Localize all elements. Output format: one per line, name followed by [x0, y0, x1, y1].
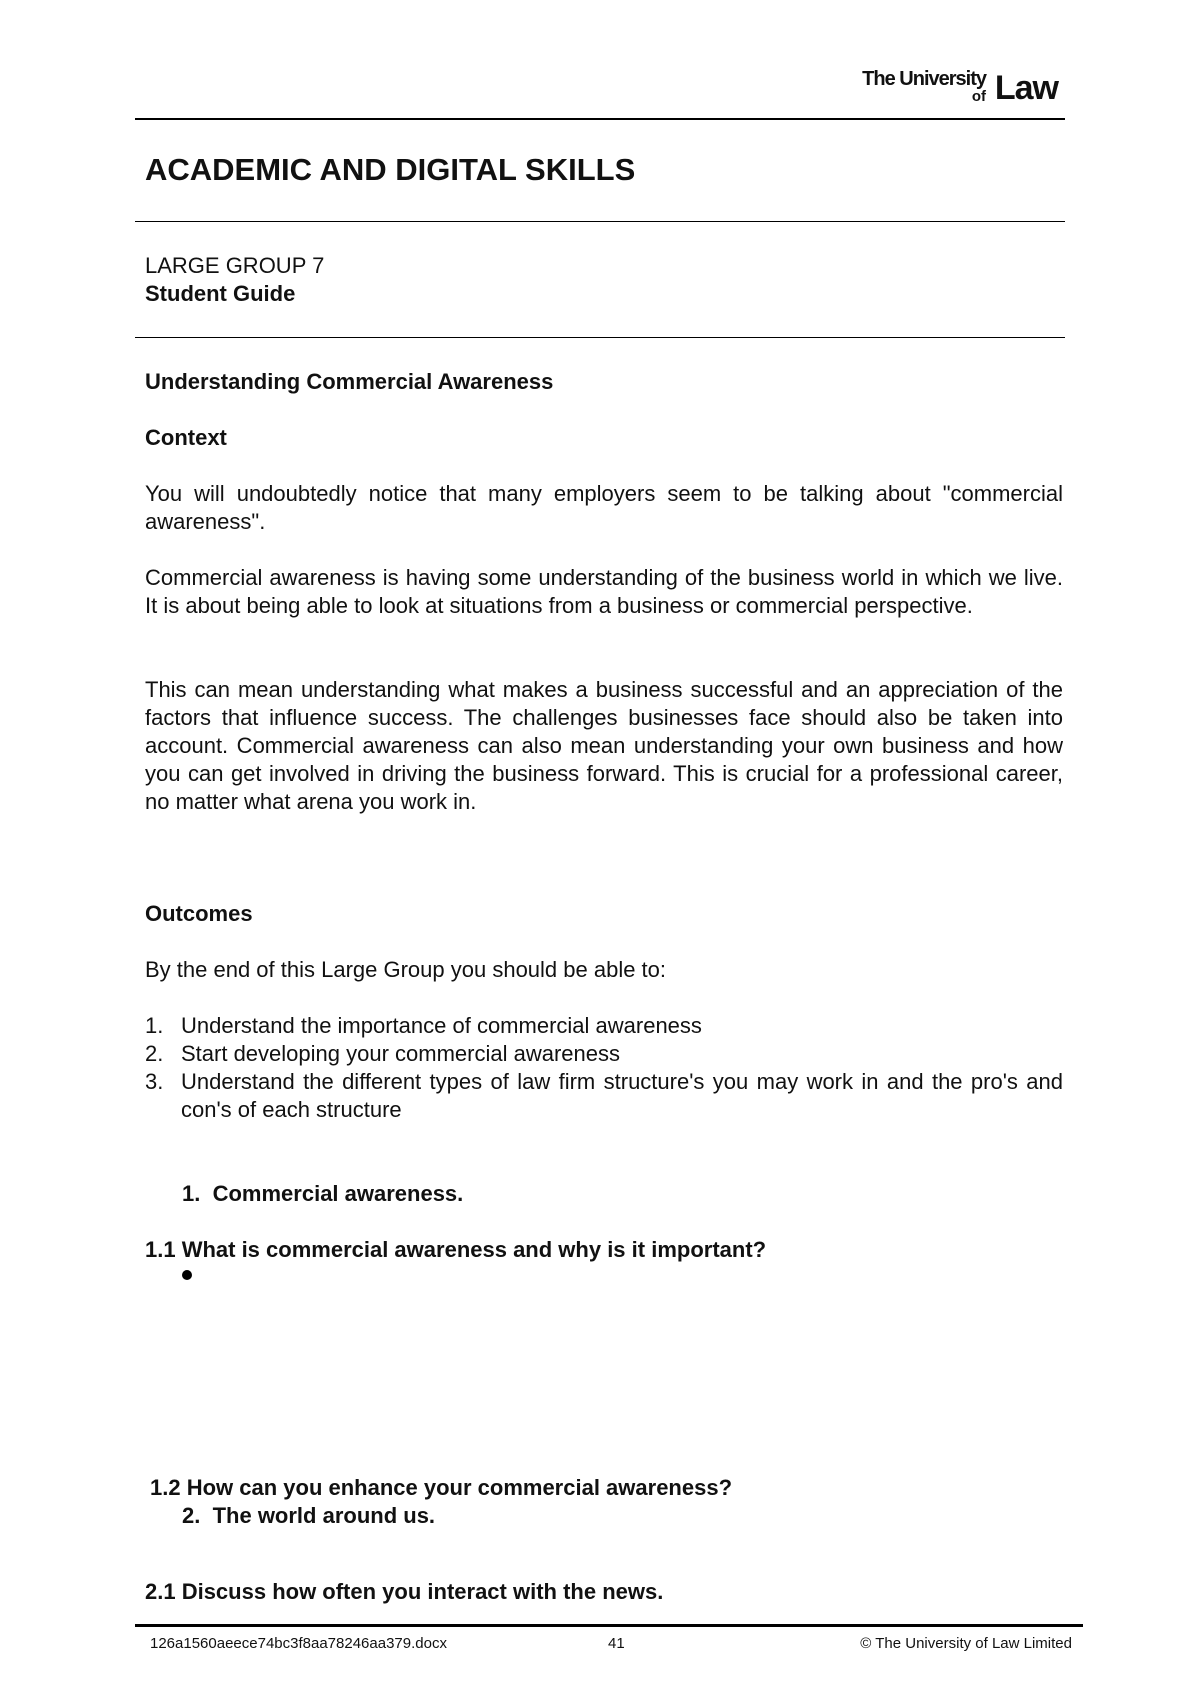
- outcomes-heading: Outcomes: [145, 901, 253, 926]
- header-rule: [135, 118, 1065, 120]
- university-logo: [848, 64, 1058, 108]
- question-2-1: 2.1 Discuss how often you interact with the news.: [145, 1579, 664, 1604]
- footer-copyright: © The University of Law Limited: [860, 1635, 1072, 1652]
- group-label: LARGE GROUP 7: [145, 253, 325, 278]
- list-item-text: Understand the different types of law firm structure's you may work in and the pro's and con's of each structure: [181, 1069, 1063, 1122]
- question-1-2: 1.2 How can you enhance your commercial awareness?: [150, 1475, 733, 1500]
- section-2-title: The world around us.: [212, 1503, 436, 1528]
- list-item-number: 3.: [145, 1069, 164, 1094]
- paragraph-3: This can mean understanding what makes a business successful and an appreciation of the factors that influence success. The challenges businesses face should also be taken into account. Commercial awareness can also mean understanding your own business and how you can get involved in driving the business forward. This is crucial for a professional career, no matter what arena you work in.: [145, 677, 1063, 814]
- logo-line-2: of: [971, 88, 986, 105]
- divider-1: [135, 221, 1065, 222]
- context-heading: Context: [145, 425, 227, 450]
- guide-label: Student Guide: [145, 281, 296, 306]
- footer-page-number: 41: [608, 1635, 625, 1652]
- logo-line-3: Law: [994, 69, 1058, 107]
- bullet-point: [182, 1270, 192, 1280]
- footer-filename: 126a1560aeece74bc3f8aa78246aa379.docx: [150, 1635, 447, 1652]
- list-item-text: Understand the importance of commercial awareness: [181, 1013, 702, 1038]
- section-2-heading: [182, 1502, 982, 1530]
- list-item-number: 2.: [145, 1041, 164, 1066]
- section-1-number: 1.: [182, 1181, 201, 1206]
- footer-rule: [135, 1624, 1083, 1627]
- logo-line-1: The University: [862, 68, 986, 90]
- list-item-number: 1.: [145, 1013, 164, 1038]
- outcomes-intro: By the end of this Large Group you should be able to:: [145, 957, 667, 982]
- paragraph-1: You will undoubtedly notice that many employers seem to be talking about "commercial awareness".: [145, 481, 1063, 534]
- section-2-number: 2.: [182, 1503, 201, 1528]
- section-heading: Understanding Commercial Awareness: [145, 369, 554, 394]
- list-item-text: Start developing your commercial awareness: [181, 1041, 620, 1066]
- divider-2: [135, 337, 1065, 338]
- paragraph-2: Commercial awareness is having some understanding of the business world in which we live. It is about being able to look at situations from a business or commercial perspective.: [145, 565, 1063, 618]
- section-1-heading: [182, 1180, 982, 1208]
- question-1-1: 1.1 What is commercial awareness and why is it important?: [145, 1237, 767, 1262]
- section-1-title: Commercial awareness.: [212, 1181, 464, 1206]
- document-title: ACADEMIC AND DIGITAL SKILLS: [145, 152, 636, 187]
